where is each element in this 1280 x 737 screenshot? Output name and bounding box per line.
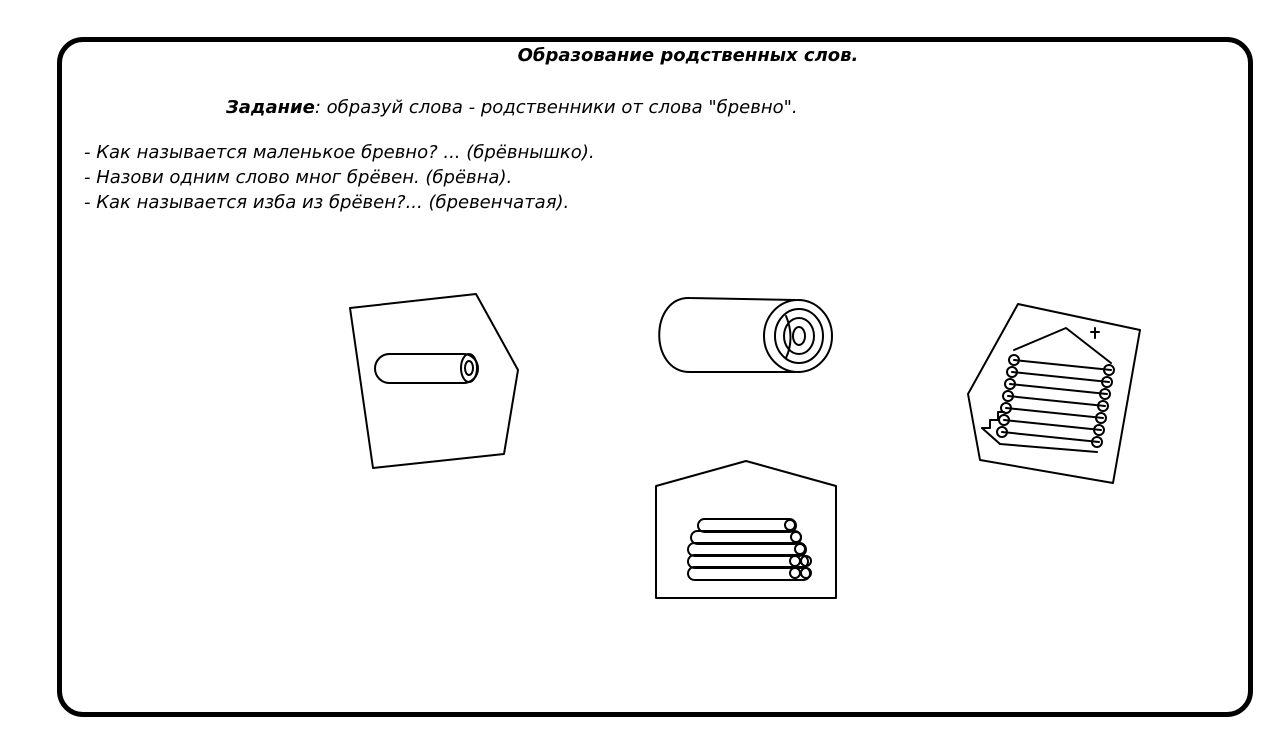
task-text: : образуй слова - родственники от слова "бревно". xyxy=(314,97,798,118)
log-icon xyxy=(659,298,832,372)
small-log-card-icon xyxy=(350,294,518,468)
page-title: Образование родственных слов. xyxy=(517,45,859,66)
question-item: - Как называется маленькое бревно? ... (брёвнышко). xyxy=(84,142,595,163)
log-hut-card-icon xyxy=(968,304,1140,483)
log-pile-card-icon xyxy=(656,461,836,598)
task-label: Задание xyxy=(226,97,315,118)
question-item: - Назови одним слово мног брёвен. (брёвна). xyxy=(84,167,513,188)
question-item: - Как называется изба из брёвен?... (бревенчатая). xyxy=(84,192,570,213)
